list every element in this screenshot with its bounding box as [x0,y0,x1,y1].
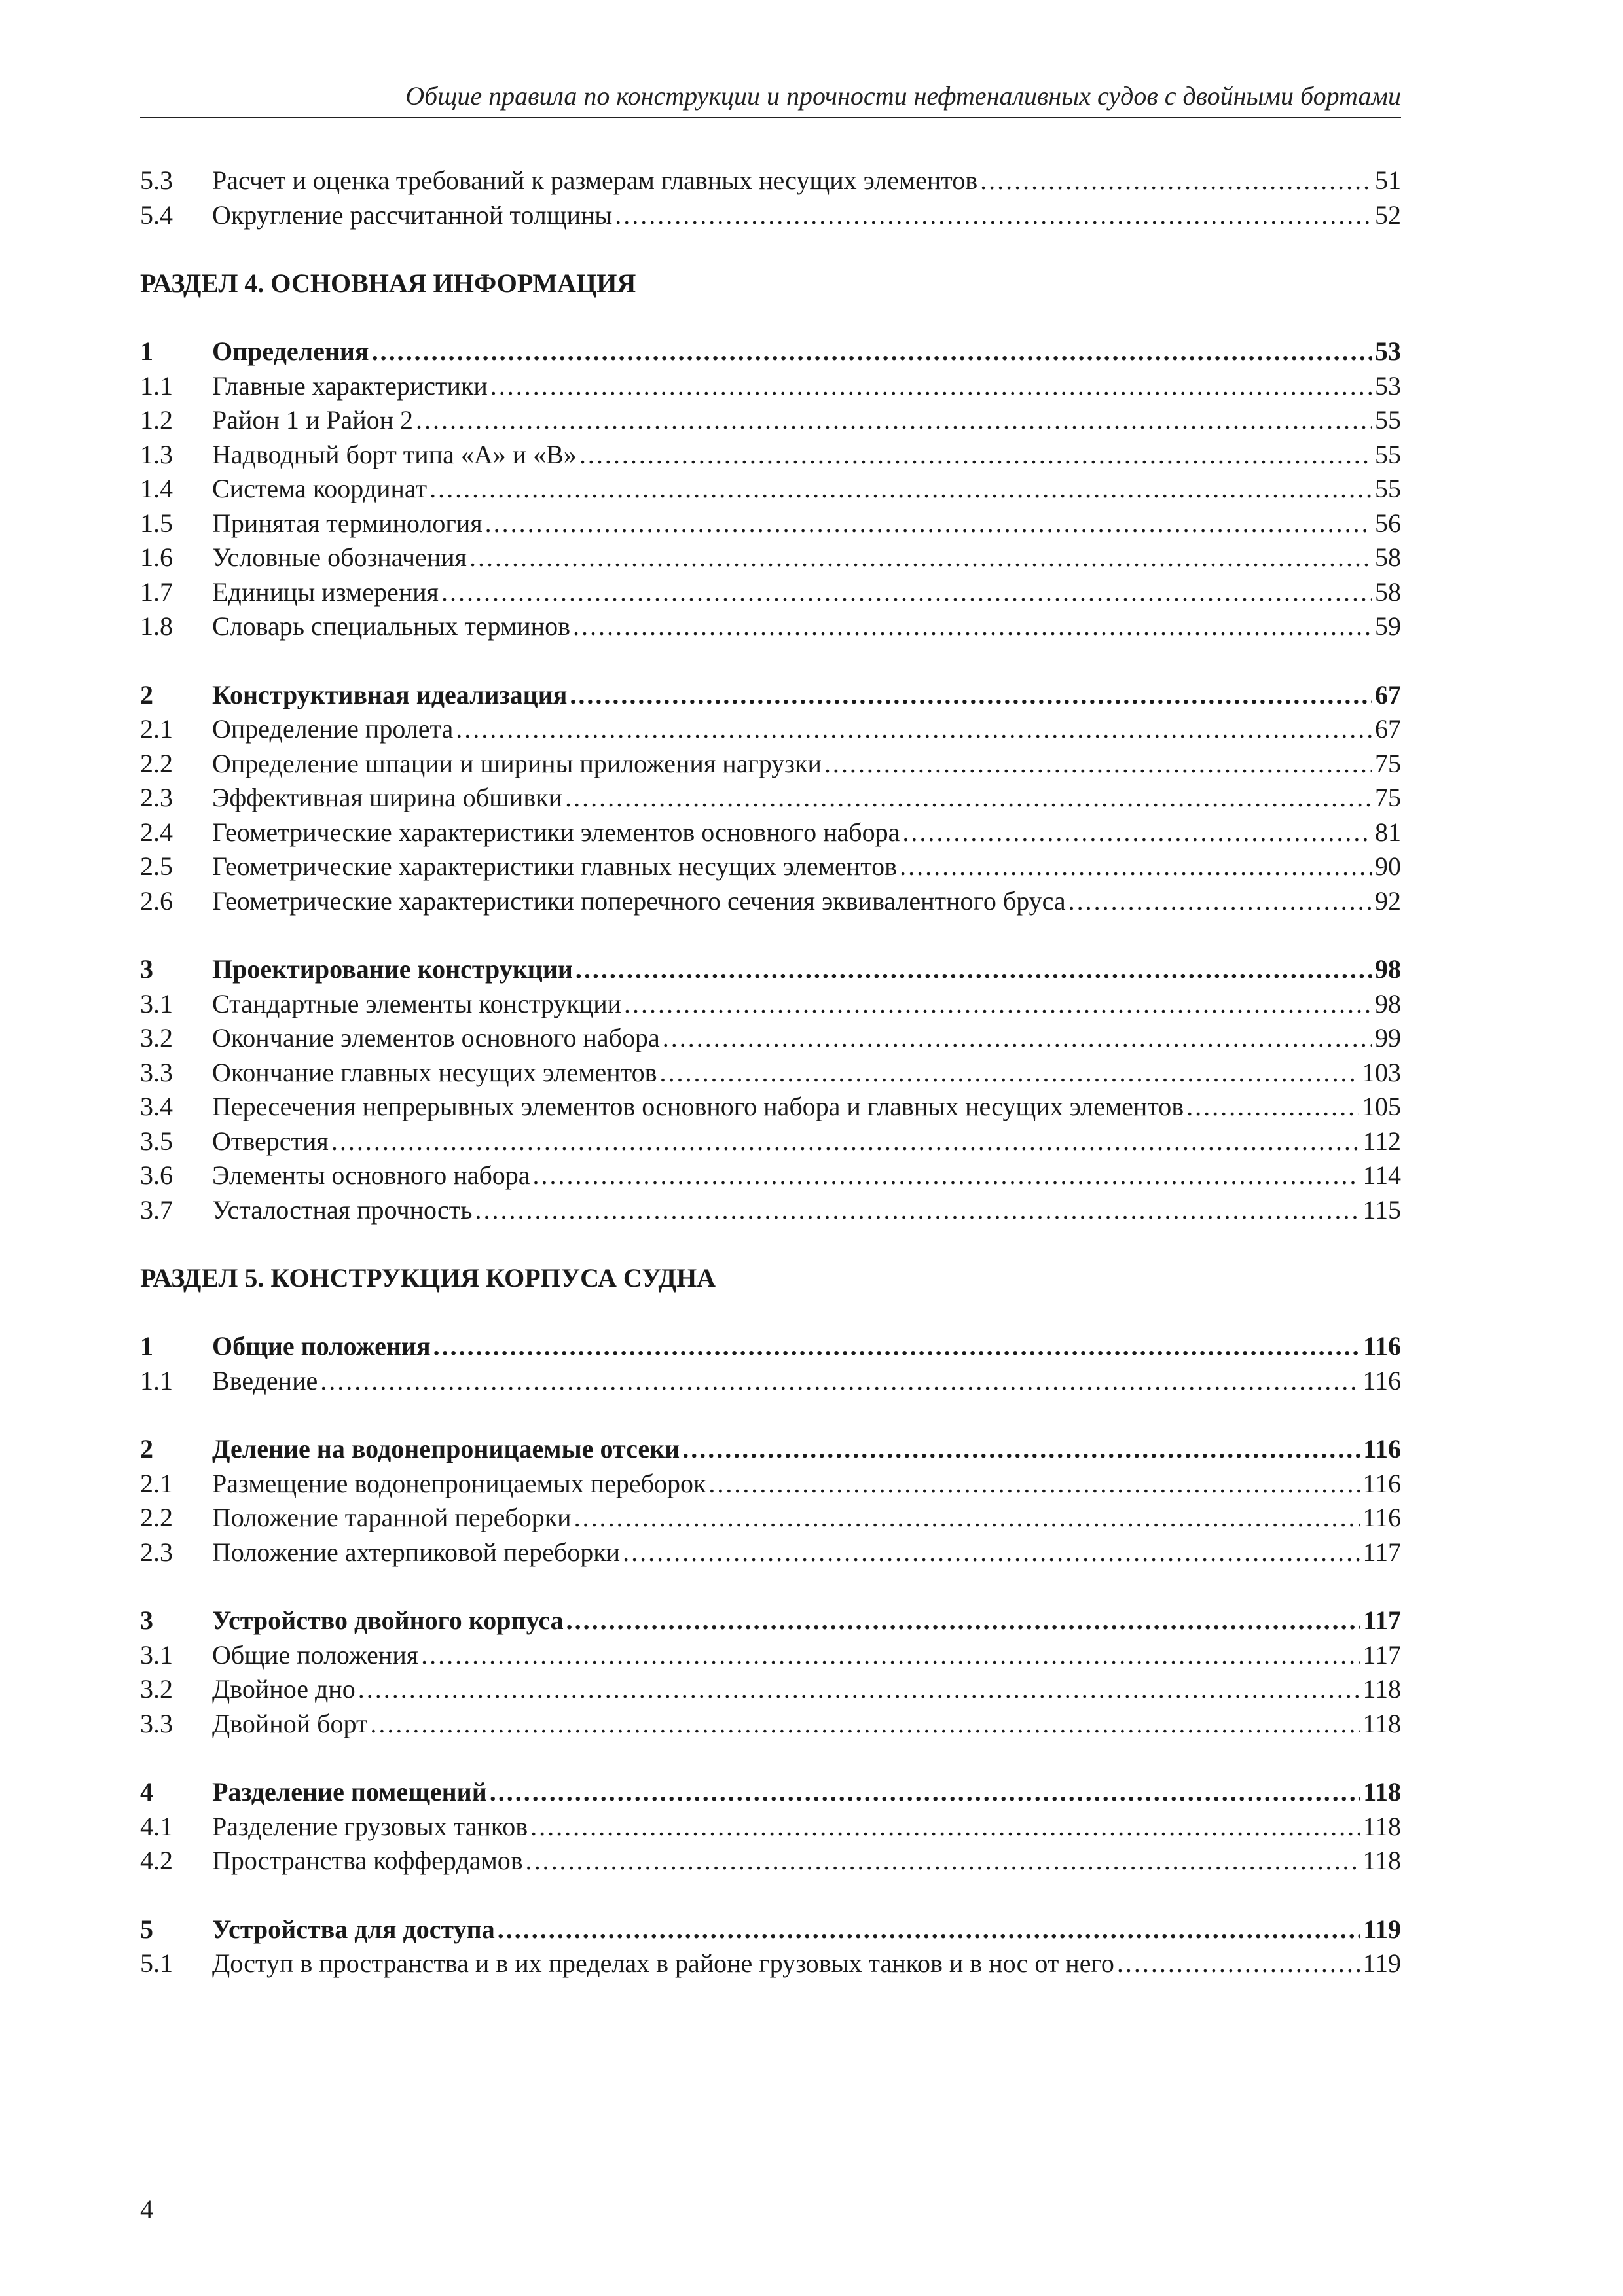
toc-entry-body [212,1126,1401,1157]
toc-entry-page: 116 [1362,1365,1401,1395]
toc-subentry[interactable] [140,1468,1401,1503]
spacer [140,645,1401,679]
toc-entry-title: Эффективная ширина обшивки [212,783,563,812]
dot-leader [624,988,1372,1019]
toc-entry-number: 2 [140,679,153,709]
dot-leader [498,1914,1361,1945]
toc-entry-page: 98 [1375,988,1401,1018]
toc-entry-title: Геометрические характеристики поперечного сечения эквивалентного бруса [212,886,1066,916]
table-of-contents [140,165,1401,1982]
spacer [140,1571,1401,1605]
toc-entry-body [212,679,1401,710]
dot-leader [1186,1091,1359,1122]
toc-entry-body [212,370,1401,401]
dot-leader [320,1365,1360,1396]
toc-entry-number: 2.5 [140,852,173,881]
toc-entry-body [212,1091,1401,1122]
toc-entry-page: 118 [1362,1674,1401,1704]
toc-entry-body [212,988,1401,1019]
toc-entry-page: 116 [1362,1468,1401,1498]
toc-subentry[interactable] [140,851,1401,886]
toc-entry-number: 4 [140,1777,153,1806]
dot-leader [331,1126,1360,1157]
toc-entry-title: Определение пролета [212,714,454,744]
dot-leader [573,611,1372,641]
toc-entry-number: 2.2 [140,1503,173,1532]
toc-entry-page: 114 [1362,1160,1401,1190]
toc-entry-title: Общие положения [212,1331,431,1361]
dot-leader [570,679,1372,710]
toc-entry-title: Доступ в пространства и в их пределах в районе грузовых танков и в нос от него [212,1948,1114,1978]
toc-entry-number: 5 [140,1914,153,1944]
toc-entry-title: Общие положения [212,1640,419,1670]
dot-leader [370,1708,1360,1739]
dot-leader [358,1674,1360,1704]
toc-entry-number: 3.2 [140,1023,173,1052]
toc-subentry[interactable] [140,1708,1401,1743]
dot-leader [469,542,1372,573]
toc-entry-title: Окончание элементов основного набора [212,1023,660,1052]
toc-chapter-entry[interactable] [140,336,1401,370]
toc-entry-title: Усталостная прочность [212,1194,473,1225]
toc-entry-page: 103 [1362,1057,1401,1087]
toc-entry-body [212,782,1401,813]
toc-entry-title: Размещение водонепроницаемых переборок [212,1468,706,1498]
toc-entry-number: 1.7 [140,577,173,607]
toc-entry-number: 3.2 [140,1674,173,1704]
toc-subentry[interactable] [140,370,1401,405]
toc-entry-page: 81 [1375,817,1401,847]
toc-entry-page: 119 [1362,1948,1401,1978]
toc-entry-number: 1.3 [140,439,173,469]
toc-entry-body [212,1433,1401,1464]
toc-entry-title: Деление на водонепроницаемые отсеки [212,1434,680,1463]
spacer [140,302,1401,336]
toc-subentry[interactable] [140,1811,1401,1846]
toc-entry-title: Надводный борт типа «А» и «В» [212,439,577,469]
toc-entry-page: 116 [1362,1503,1401,1532]
running-title: Общие правила по конструкции и прочности нефтеналивных судов с двойными бортами [405,81,1401,111]
toc-entry-title: Расчет и оценка требований к размерам главных несущих элементов [212,166,978,195]
toc-entry-page: 118 [1363,1777,1401,1806]
dot-leader [485,508,1372,539]
toc-entry-title: Окончание главных несущих элементов [212,1057,657,1087]
dot-leader [490,370,1372,401]
toc-entry-body [212,577,1401,607]
toc-subentry[interactable] [140,1160,1401,1194]
toc-entry-number: 1.2 [140,405,173,435]
toc-subentry[interactable] [140,1502,1401,1537]
toc-entry-page: 116 [1363,1434,1401,1463]
toc-entry-title: Разделение грузовых танков [212,1811,528,1841]
toc-entry-number: 3 [140,954,153,984]
toc-entry-page: 53 [1375,336,1401,366]
toc-entry-page: 117 [1362,1537,1401,1567]
toc-entry-number: 3.1 [140,1640,173,1670]
toc-entry-number: 4.1 [140,1811,173,1841]
toc-entry-number: 3.5 [140,1126,173,1156]
toc-entry-title: Определение шпации и ширины приложения нагрузки [212,748,822,778]
toc-entry-number: 3.1 [140,988,173,1018]
dot-leader [416,404,1372,435]
toc-entry-body [212,508,1401,539]
toc-entry-number: 5.3 [140,166,173,195]
spacer [140,1742,1401,1776]
toc-subentry[interactable] [140,1194,1401,1229]
toc-entry-page: 92 [1375,886,1401,916]
toc-chapter-entry[interactable] [140,1433,1401,1468]
dot-leader [421,1640,1360,1670]
dot-leader [615,200,1372,230]
toc-entry-body [212,713,1401,744]
toc-entry-title: Положение ахтерпиковой переборки [212,1537,621,1567]
dot-leader [575,954,1372,984]
toc-chapter-entry[interactable] [140,1914,1401,1948]
toc-entry-title: Определения [212,336,369,366]
toc-entry-page: 51 [1375,166,1401,195]
toc-entry-page: 53 [1375,370,1401,401]
toc-subentry[interactable] [140,886,1401,920]
toc-entry-number: 2 [140,1434,153,1463]
dot-leader [663,1022,1372,1053]
toc-entry-title: Словарь специальных терминов [212,611,570,641]
toc-entry-body [212,886,1401,916]
toc-subentry[interactable] [140,1022,1401,1057]
toc-entry-page: 52 [1375,200,1401,230]
toc-entry-title: Положение таранной переборки [212,1503,572,1532]
toc-entry-title: Конструктивная идеализация [212,679,568,709]
dot-leader [900,851,1372,882]
dot-leader [433,1331,1361,1361]
toc-entry-body [212,1468,1401,1499]
page-number: 4 [140,2195,153,2224]
toc-entry-body [212,1022,1401,1053]
toc-entry-body [212,1948,1401,1979]
spacer [140,234,1401,268]
toc-entry-body [212,542,1401,573]
dot-leader [902,817,1372,848]
toc-subentry[interactable] [140,1674,1401,1708]
dot-leader [682,1433,1360,1464]
toc-entry-body [212,473,1401,504]
toc-entry-page: 56 [1375,508,1401,538]
toc-entry-body [212,1057,1401,1088]
spacer [140,1880,1401,1914]
toc-entry-number: 2.2 [140,748,173,778]
toc-entry-title: Условные обозначения [212,543,467,572]
toc-entry-body [212,1708,1401,1739]
toc-entry-number: 1.8 [140,611,173,641]
toc-subentry[interactable] [140,988,1401,1023]
toc-entry-number: 2.4 [140,817,173,847]
toc-entry-number: 5.4 [140,200,173,230]
toc-chapter-entry[interactable] [140,1605,1401,1640]
toc-entry-body [212,1331,1401,1361]
toc-entry-title: Район 1 и Район 2 [212,405,414,435]
toc-entry-body [212,165,1401,196]
toc-entry-body [212,1845,1401,1876]
toc-entry-page: 75 [1375,783,1401,812]
toc-subentry[interactable] [140,542,1401,577]
toc-subentry[interactable] [140,439,1401,474]
toc-entry-page: 118 [1362,1846,1401,1875]
toc-subentry[interactable] [140,1126,1401,1160]
toc-subentry[interactable] [140,1091,1401,1126]
dot-leader [623,1537,1360,1568]
toc-entry-number: 5.1 [140,1948,173,1978]
toc-entry-page: 99 [1375,1023,1401,1052]
toc-entry-body [212,1605,1401,1636]
toc-entry-number: 2.1 [140,714,173,744]
toc-entry-title: Геометрические характеристики главных несущих элементов [212,852,898,881]
toc-subentry[interactable] [140,577,1401,611]
toc-entry-page: 59 [1375,611,1401,641]
toc-entry-number: 3 [140,1605,153,1635]
dot-leader [526,1845,1360,1876]
toc-entry-title: Геометрические характеристики элементов основного набора [212,817,900,847]
toc-subentry[interactable] [140,200,1401,234]
section-heading: РАЗДЕЛ 5. КОНСТРУКЦИЯ КОРПУСА СУДНА [140,1263,716,1293]
toc-entry-body [212,1674,1401,1704]
dot-leader [574,1502,1360,1533]
toc-entry-body [212,748,1401,779]
dot-leader [824,748,1372,779]
toc-entry-body [212,851,1401,882]
toc-entry-number: 3.6 [140,1160,173,1190]
toc-subentry[interactable] [140,817,1401,852]
toc-entry-title: Проектирование конструкции [212,954,573,984]
toc-chapter-entry[interactable] [140,1776,1401,1811]
toc-subentry[interactable] [140,782,1401,817]
dot-leader [1117,1948,1360,1979]
toc-entry-body [212,1914,1401,1945]
dot-leader [1068,886,1372,916]
toc-entry-page: 67 [1375,714,1401,744]
toc-entry-title: Устройство двойного корпуса [212,1605,564,1635]
dot-leader [980,165,1372,196]
toc-entry-page: 116 [1363,1331,1401,1361]
toc-entry-number: 2.6 [140,886,173,916]
toc-entry-title: Двойной борт [212,1708,368,1738]
toc-subentry[interactable] [140,1640,1401,1674]
toc-entry-page: 90 [1375,852,1401,881]
toc-entry-title: Элементы основного набора [212,1160,530,1190]
toc-entry-page: 55 [1375,405,1401,435]
toc-entry-body [212,954,1401,984]
toc-entry-number: 1 [140,336,153,366]
toc-entry-number: 3.3 [140,1708,173,1738]
toc-entry-number: 1.1 [140,370,173,401]
toc-subentry[interactable] [140,611,1401,645]
dot-leader [579,439,1372,470]
toc-entry-body [212,1502,1401,1533]
toc-entry-body [212,1811,1401,1842]
toc-entry-body [212,404,1401,435]
toc-subentry[interactable] [140,508,1401,543]
dot-leader [533,1160,1360,1191]
toc-entry-body [212,1640,1401,1670]
spacer [140,1297,1401,1331]
toc-subentry[interactable] [140,404,1401,439]
toc-entry-page: 118 [1362,1811,1401,1841]
toc-entry-number: 1.4 [140,474,173,503]
toc-chapter-entry[interactable] [140,679,1401,714]
toc-entry-page: 105 [1362,1092,1401,1121]
dot-leader [475,1194,1360,1225]
toc-subentry[interactable] [140,1537,1401,1571]
toc-subentry[interactable] [140,748,1401,783]
toc-subentry[interactable] [140,473,1401,508]
toc-entry-body [212,439,1401,470]
spacer [140,1229,1401,1263]
toc-entry-body [212,817,1401,848]
toc-entry-title: Устройства для доступа [212,1914,495,1944]
toc-entry-number: 1.1 [140,1365,173,1395]
toc-entry-number: 1.6 [140,543,173,572]
spacer [140,1399,1401,1433]
toc-entry-page: 58 [1375,543,1401,572]
dot-leader [565,782,1372,813]
dot-leader [490,1776,1360,1807]
toc-entry-body [212,1537,1401,1568]
toc-entry-title: Стандартные элементы конструкции [212,988,622,1018]
running-header [140,63,1401,118]
toc-entry-page: 119 [1363,1914,1401,1944]
dot-leader [456,713,1372,744]
toc-entry-title: Округление рассчитанной толщины [212,200,613,230]
dot-leader [659,1057,1359,1088]
toc-entry-number: 4.2 [140,1846,173,1875]
toc-entry-title: Единицы измерения [212,577,439,607]
toc-entry-body [212,1776,1401,1807]
dot-leader [530,1811,1360,1842]
toc-entry-title: Введение [212,1365,318,1395]
toc-subentry[interactable] [140,165,1401,200]
toc-entry-number: 2.3 [140,783,173,812]
toc-entry-title: Главные характеристики [212,370,488,401]
toc-entry-title: Пересечения непрерывных элементов основного набора и главных несущих элементов [212,1092,1184,1121]
toc-entry-title: Отверстия [212,1126,329,1156]
toc-entry-title: Разделение помещений [212,1777,487,1806]
toc-entry-body [212,336,1401,367]
toc-entry-body [212,1194,1401,1225]
toc-entry-number: 2.1 [140,1468,173,1498]
toc-entry-number: 3.4 [140,1092,173,1121]
toc-entry-number: 1.5 [140,508,173,538]
toc-subentry[interactable] [140,1057,1401,1092]
toc-entry-number: 2.3 [140,1537,173,1567]
toc-entry-body [212,611,1401,641]
toc-entry-title: Двойное дно [212,1674,356,1704]
toc-entry-number: 3.7 [140,1194,173,1225]
toc-entry-title: Пространства коффердамов [212,1846,523,1875]
toc-entry-page: 118 [1362,1708,1401,1738]
toc-subentry[interactable] [140,1365,1401,1400]
toc-entry-page: 117 [1362,1640,1401,1670]
dot-leader [566,1605,1361,1636]
spacer [140,920,1401,954]
toc-entry-page: 112 [1362,1126,1401,1156]
toc-subentry[interactable] [140,1948,1401,1982]
toc-entry-number: 1 [140,1331,153,1361]
dot-leader [372,336,1372,367]
section-heading: РАЗДЕЛ 4. ОСНОВНАЯ ИНФОРМАЦИЯ [140,268,636,298]
toc-entry-title: Принятая терминология [212,508,483,538]
toc-entry-page: 98 [1375,954,1401,984]
toc-chapter-entry[interactable] [140,954,1401,988]
toc-entry-page: 117 [1363,1605,1401,1635]
toc-entry-number: 3.3 [140,1057,173,1087]
toc-entry-page: 55 [1375,439,1401,469]
toc-entry-title: Система координат [212,474,428,503]
toc-entry-body [212,1365,1401,1396]
toc-entry-page: 58 [1375,577,1401,607]
toc-entry-page: 115 [1362,1194,1401,1225]
toc-entry-page: 67 [1375,679,1401,709]
toc-entry-page: 55 [1375,474,1401,503]
toc-subentry[interactable] [140,713,1401,748]
toc-entry-body [212,1160,1401,1191]
dot-leader [708,1468,1360,1499]
toc-entry-body [212,200,1401,230]
dot-leader [429,473,1372,504]
toc-chapter-entry[interactable] [140,1331,1401,1365]
toc-entry-page: 75 [1375,748,1401,778]
dot-leader [441,577,1372,607]
toc-subentry[interactable] [140,1845,1401,1880]
